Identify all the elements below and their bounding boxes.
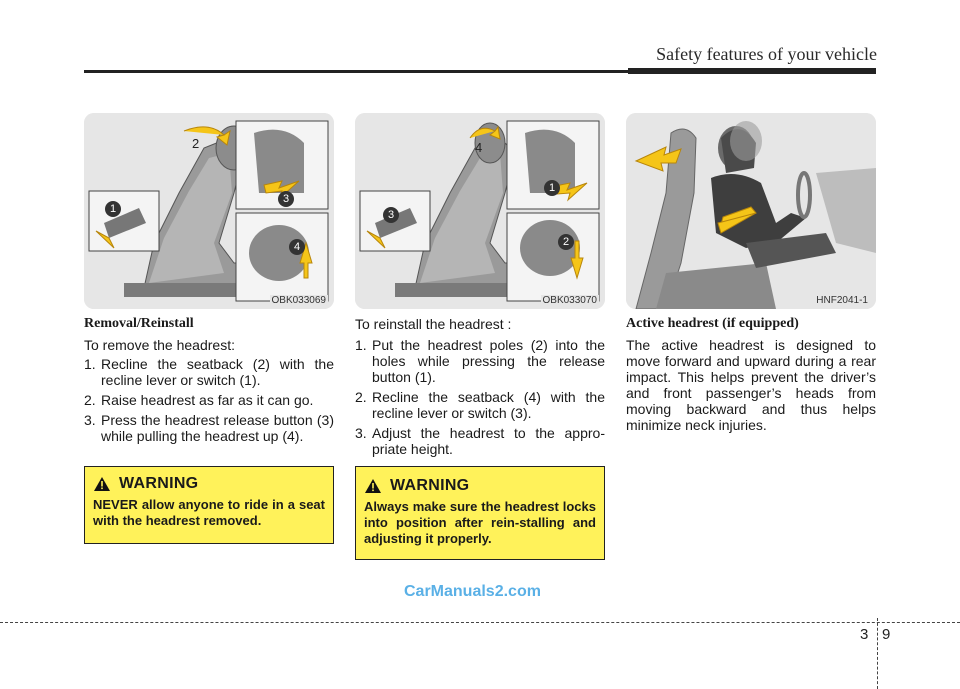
step-number: 1. [84, 356, 96, 372]
callout-3: 3 [278, 191, 294, 207]
step-text: Raise headrest as far as it can go. [101, 392, 314, 408]
list-item [84, 412, 334, 444]
footer-dashed-rule [0, 622, 960, 623]
removal-steps [84, 356, 334, 444]
warning-header [364, 477, 596, 495]
warning-text: NEVER allow anyone to ride in a seat with the headrest removed. [93, 497, 325, 528]
body-text: The active headrest is designed to move forward and upward during a rear impact. This helps prevent the driver’s and front passenger’s heads from moving backward and thus helps minimize neck injuries. [626, 337, 876, 433]
list-item [355, 337, 605, 385]
warning-icon [364, 478, 382, 494]
intro-text: To reinstall the headrest : [355, 316, 512, 332]
warning-box-reinstall [355, 466, 605, 560]
warning-title: WARNING [119, 475, 199, 492]
callout-2: 2 [558, 234, 574, 250]
chapter-number: 3 [860, 626, 869, 643]
step-text: Adjust the headrest to the appro-priate height. [372, 425, 605, 457]
step-text: Press the headrest release button (3) while pulling the headrest up (4). [101, 412, 334, 444]
list-item [84, 356, 334, 388]
callout-1: 1 [544, 180, 560, 196]
callout-1: 1 [105, 201, 121, 217]
header-rule-accent [628, 68, 876, 74]
column-removal [84, 316, 334, 448]
reinstall-steps [355, 337, 605, 457]
list-item [84, 392, 334, 408]
step-number: 3. [84, 412, 96, 428]
footer-divider [877, 618, 878, 689]
warning-icon [93, 476, 111, 492]
watermark: CarManuals2.com [404, 583, 541, 600]
figure-active-headrest [626, 113, 876, 309]
page-number: 9 [882, 626, 891, 643]
step-text: Recline the seatback (4) with the recline lever or switch (3). [372, 389, 605, 421]
step-number: 2. [355, 389, 367, 405]
callout-3: 3 [383, 207, 399, 223]
warning-header [93, 475, 325, 493]
step-number: 1. [355, 337, 367, 353]
step-text: Put the headrest poles (2) into the holes while pressing the release button (1). [372, 337, 605, 385]
figure-headrest-removal [84, 113, 334, 309]
step-number: 2. [84, 392, 96, 408]
figure-code: OBK033069 [271, 295, 326, 306]
figure-code: HNF2041-1 [816, 295, 868, 306]
warning-box-removal [84, 466, 334, 544]
step-text: Recline the seatback (2) with the recline lever or switch (1). [101, 356, 334, 388]
warning-text: Always make sure the headrest locks into position after rein-stalling and adjusting it properly. [364, 499, 596, 546]
section-heading: Removal/Reinstall [84, 316, 194, 331]
column-reinstall [355, 316, 605, 461]
callout-2: 2 [192, 136, 200, 151]
intro-text: To remove the headrest: [84, 337, 235, 353]
list-item [355, 389, 605, 421]
callout-4: 4 [475, 140, 483, 155]
list-item [355, 425, 605, 457]
section-heading: Active headrest (if equipped) [626, 316, 799, 331]
header-title: Safety features of your vehicle [656, 44, 877, 64]
step-number: 3. [355, 425, 367, 441]
seat-removal-illustration [84, 113, 334, 309]
callout-4: 4 [289, 239, 305, 255]
active-headrest-illustration [626, 113, 876, 309]
warning-title: WARNING [390, 477, 470, 494]
column-active-headrest [626, 316, 876, 436]
figure-code: OBK033070 [542, 295, 597, 306]
figure-headrest-reinstall [355, 113, 605, 309]
